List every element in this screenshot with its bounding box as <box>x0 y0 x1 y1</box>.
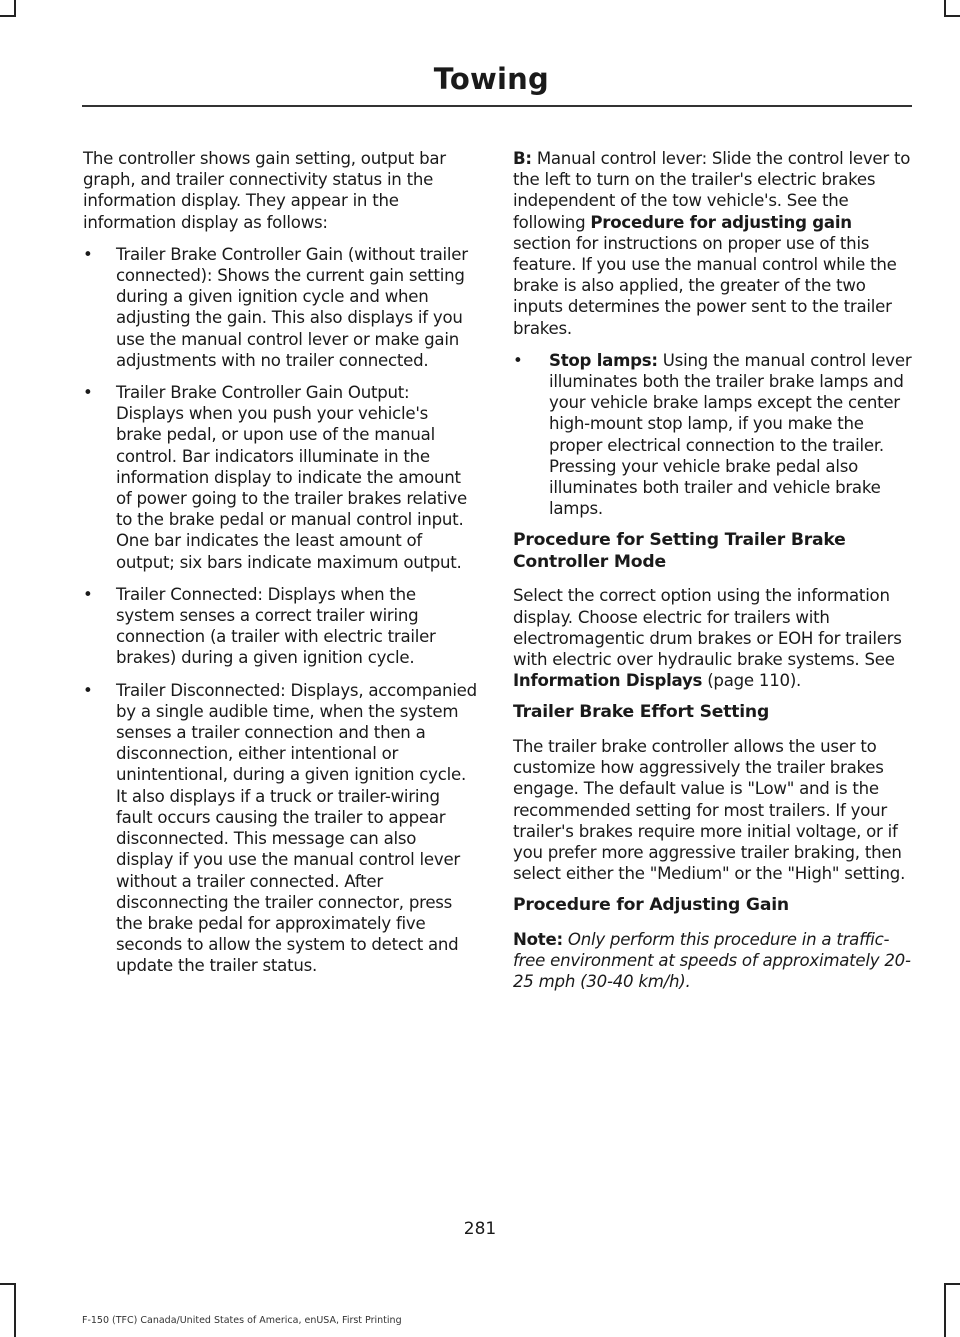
page-title: Towing <box>433 62 549 96</box>
bullet-icon: • <box>513 350 523 370</box>
mode-text: Select the correct option using the information display. Choose electric for trailers with electromagentic drum brakes or EOH for trailers with electric over hydraulic brake systems. See <box>513 586 902 670</box>
crop-mark-bottom-right <box>944 1283 946 1337</box>
note-paragraph <box>513 929 913 993</box>
effort-paragraph: The trailer brake controller allows the user to customize how aggressively the trailer brakes engage. The default value is "Low" and is the recommended setting for most trailers. If your trailer's brakes require more initial voltage, or if you prefer more aggressive trailer braking, then select either the "Medium" or the "High" setting. <box>513 736 906 884</box>
heading-adjusting-gain: Procedure for Adjusting Gain <box>513 895 789 916</box>
note-text: Only perform this procedure in a traffic-free environment at speeds of approximately 20-25 mph (30-40 km/h). <box>513 929 911 992</box>
bullet-icon: • <box>83 383 93 403</box>
list-item-text: Trailer Brake Controller Gain (without trailer connected): Shows the current gain setting during a given ignition cycle and when adjusting the gain. This also displays if you use the manual control lever or make gain adjustments with no trailer connected. <box>116 244 468 370</box>
list-item-text: Trailer Brake Controller Gain Output: Displays when you push your vehicle's brake pedal, or upon use of the manual control. Bar indicators illuminate in the information display to indicate the amount of power going to the trailer brakes relative to the brake pedal or manual control input. One bar indicates the least amount of output; six bars indicate maximum output. <box>116 383 467 572</box>
right-column <box>513 148 913 1004</box>
intro-paragraph: The controller shows gain setting, output bar graph, and trailer connectivity status in the information display. They appear in the information display as follows: <box>83 149 446 232</box>
bullet-icon: • <box>83 584 93 604</box>
list-item-text: Trailer Connected: Displays when the system senses a correct trailer wiring connection (a trailer with electric trailer brakes) during a given ignition cycle. <box>116 584 436 668</box>
information-displays-link[interactable]: Information Displays <box>513 671 703 691</box>
stop-lamps-label: Stop lamps: <box>549 350 658 370</box>
mode-page-ref: (page 110). <box>702 671 802 691</box>
list-item <box>83 382 478 573</box>
bullet-icon: • <box>83 680 93 700</box>
display-messages-list <box>83 244 478 977</box>
list-item <box>513 350 913 520</box>
list-item-text: Trailer Disconnected: Displays, accompanied by a single audible time, when the system senses a trailer connection and then a disconnection, either intentional or unintentional, during a given ignition cycle. It also displays if a truck or trailer-wiring fault occurs causing the trailer to appear disconnected. This message can also display if you use the manual control lever without a trailer connected. After disconnecting the trailer connector, press the brake pedal for approximately five seconds to allow the system to detect and update the trailer status. <box>116 680 477 976</box>
heading-effort-setting: Trailer Brake Effort Setting <box>513 702 770 723</box>
b-text-continued: section for instructions on proper use of this feature. If you use the manual control while the brake is also applied, the greater of the two inputs determines the power sent to the trailer brakes. <box>513 233 897 338</box>
note-label: Note: <box>513 929 563 949</box>
stop-lamps-text: Using the manual control lever illuminates both the trailer brake lamps and your vehicle brake lamps except the center high-mount stop lamp, if you make the proper electrical connection to the trailer. Pressing your vehicle brake pedal also illuminates both trailer and vehicle brake lamps. <box>549 350 912 519</box>
stop-lamps-list <box>513 350 913 520</box>
crop-mark-top-left-h <box>0 15 16 17</box>
list-item <box>83 244 478 371</box>
procedure-gain-link[interactable]: Procedure for adjusting gain <box>590 212 852 232</box>
crop-mark-bottom-left-h <box>0 1283 16 1285</box>
b-label: B: <box>513 149 532 168</box>
heading-controller-mode: Procedure for Setting Trailer Brake Controller Mode <box>513 530 846 572</box>
header-divider <box>82 105 912 107</box>
crop-mark-top-right-h <box>944 15 960 17</box>
controller-mode-paragraph <box>513 585 913 691</box>
crop-mark-bottom-left <box>14 1283 16 1337</box>
bullet-icon: • <box>83 244 93 264</box>
list-item <box>83 584 478 669</box>
crop-mark-bottom-right-h <box>944 1283 960 1285</box>
list-item <box>83 680 478 977</box>
b-text: Manual control lever: Slide the control lever to the left to turn on the trailer's electric brakes independent of the tow vehicle's. See the following <box>513 149 911 232</box>
page-number: 281 <box>463 1219 497 1239</box>
left-column <box>83 148 478 988</box>
footer-text: F-150 (TFC) Canada/United States of America, enUSA, First Printing <box>82 1315 402 1326</box>
manual-control-paragraph <box>513 148 913 339</box>
